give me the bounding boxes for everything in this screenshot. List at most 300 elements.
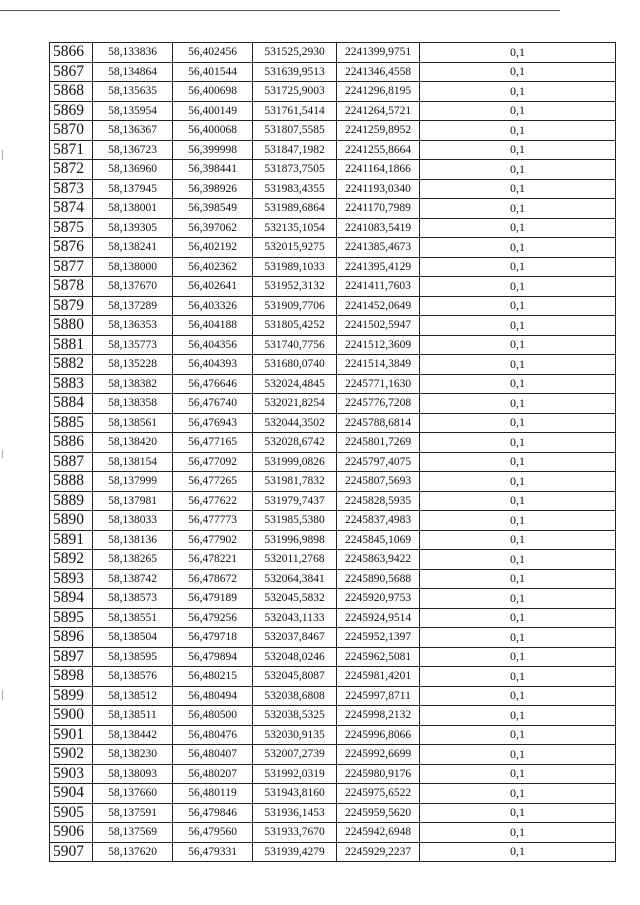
accuracy-cell: 0,1 bbox=[420, 530, 616, 550]
longitude-cell: 56,478672 bbox=[173, 569, 253, 589]
longitude-cell: 56,404356 bbox=[173, 335, 253, 355]
table-row bbox=[50, 374, 616, 394]
accuracy-cell: 0,1 bbox=[420, 589, 616, 609]
latitude-cell: 58,137289 bbox=[93, 296, 173, 316]
table-row bbox=[50, 433, 616, 453]
coord-x-cell: 531933,7670 bbox=[253, 823, 337, 843]
coord-y-cell: 2241264,5721 bbox=[337, 101, 420, 121]
latitude-cell: 58,138576 bbox=[93, 667, 173, 687]
point-number-cell: 5874 bbox=[50, 199, 93, 219]
point-number-cell: 5889 bbox=[50, 491, 93, 511]
coord-y-cell: 2245952,1397 bbox=[337, 628, 420, 648]
coord-x-cell: 531909,7706 bbox=[253, 296, 337, 316]
accuracy-cell: 0,1 bbox=[420, 491, 616, 511]
latitude-cell: 58,138504 bbox=[93, 628, 173, 648]
table-row bbox=[50, 842, 616, 862]
coord-x-cell: 531873,7505 bbox=[253, 160, 337, 180]
longitude-cell: 56,477773 bbox=[173, 511, 253, 531]
accuracy-cell: 0,1 bbox=[420, 511, 616, 531]
point-number-cell: 5886 bbox=[50, 433, 93, 453]
table-row bbox=[50, 43, 616, 63]
accuracy-cell: 0,1 bbox=[420, 452, 616, 472]
latitude-cell: 58,137591 bbox=[93, 803, 173, 823]
longitude-cell: 56,404188 bbox=[173, 316, 253, 336]
latitude-cell: 58,137999 bbox=[93, 472, 173, 492]
coord-x-cell: 531952,3132 bbox=[253, 277, 337, 297]
table-row bbox=[50, 452, 616, 472]
accuracy-cell: 0,1 bbox=[420, 277, 616, 297]
coord-x-cell: 532048,0246 bbox=[253, 647, 337, 667]
coord-y-cell: 2245924,9514 bbox=[337, 608, 420, 628]
coord-x-cell: 532024,4845 bbox=[253, 374, 337, 394]
latitude-cell: 58,134864 bbox=[93, 62, 173, 82]
accuracy-cell: 0,1 bbox=[420, 706, 616, 726]
coord-x-cell: 532007,2739 bbox=[253, 745, 337, 765]
longitude-cell: 56,400068 bbox=[173, 121, 253, 141]
longitude-cell: 56,400149 bbox=[173, 101, 253, 121]
coord-x-cell: 532043,1133 bbox=[253, 608, 337, 628]
point-number-cell: 5868 bbox=[50, 82, 93, 102]
table-row bbox=[50, 199, 616, 219]
point-number-cell: 5882 bbox=[50, 355, 93, 375]
coord-x-cell: 531805,4252 bbox=[253, 316, 337, 336]
point-number-cell: 5885 bbox=[50, 413, 93, 433]
point-number-cell: 5896 bbox=[50, 628, 93, 648]
accuracy-cell: 0,1 bbox=[420, 62, 616, 82]
coord-y-cell: 2241399,9751 bbox=[337, 43, 420, 63]
latitude-cell: 58,136723 bbox=[93, 140, 173, 160]
accuracy-cell: 0,1 bbox=[420, 43, 616, 63]
latitude-cell: 58,138551 bbox=[93, 608, 173, 628]
accuracy-cell: 0,1 bbox=[420, 82, 616, 102]
latitude-cell: 58,138442 bbox=[93, 725, 173, 745]
longitude-cell: 56,476646 bbox=[173, 374, 253, 394]
coord-x-cell: 531981,7832 bbox=[253, 472, 337, 492]
accuracy-cell: 0,1 bbox=[420, 257, 616, 277]
coord-y-cell: 2245962,5081 bbox=[337, 647, 420, 667]
coord-x-cell: 531639,9513 bbox=[253, 62, 337, 82]
accuracy-cell: 0,1 bbox=[420, 725, 616, 745]
longitude-cell: 56,476740 bbox=[173, 394, 253, 414]
table-row bbox=[50, 218, 616, 238]
coord-y-cell: 2245801,7269 bbox=[337, 433, 420, 453]
latitude-cell: 58,138033 bbox=[93, 511, 173, 531]
longitude-cell: 56,479846 bbox=[173, 803, 253, 823]
accuracy-cell: 0,1 bbox=[420, 472, 616, 492]
table-row bbox=[50, 784, 616, 804]
coord-x-cell: 531943,8160 bbox=[253, 784, 337, 804]
longitude-cell: 56,404393 bbox=[173, 355, 253, 375]
coord-y-cell: 2245845,1069 bbox=[337, 530, 420, 550]
point-number-cell: 5901 bbox=[50, 725, 93, 745]
longitude-cell: 56,479256 bbox=[173, 608, 253, 628]
latitude-cell: 58,138136 bbox=[93, 530, 173, 550]
point-number-cell: 5897 bbox=[50, 647, 93, 667]
accuracy-cell: 0,1 bbox=[420, 101, 616, 121]
coord-x-cell: 531999,0826 bbox=[253, 452, 337, 472]
coord-x-cell: 531847,1982 bbox=[253, 140, 337, 160]
coord-x-cell: 532038,5325 bbox=[253, 706, 337, 726]
point-number-cell: 5876 bbox=[50, 238, 93, 258]
coord-y-cell: 2245863,9422 bbox=[337, 550, 420, 570]
longitude-cell: 56,480476 bbox=[173, 725, 253, 745]
point-number-cell: 5875 bbox=[50, 218, 93, 238]
point-number-cell: 5870 bbox=[50, 121, 93, 141]
coord-x-cell: 531725,9003 bbox=[253, 82, 337, 102]
point-number-cell: 5871 bbox=[50, 140, 93, 160]
latitude-cell: 58,133836 bbox=[93, 43, 173, 63]
accuracy-cell: 0,1 bbox=[420, 784, 616, 804]
coord-x-cell: 532045,5832 bbox=[253, 589, 337, 609]
table-row bbox=[50, 296, 616, 316]
coord-y-cell: 2241346,4558 bbox=[337, 62, 420, 82]
point-number-cell: 5867 bbox=[50, 62, 93, 82]
table-row bbox=[50, 316, 616, 336]
point-number-cell: 5906 bbox=[50, 823, 93, 843]
coord-x-cell: 532021,8254 bbox=[253, 394, 337, 414]
accuracy-cell: 0,1 bbox=[420, 160, 616, 180]
table-row bbox=[50, 706, 616, 726]
table-row bbox=[50, 628, 616, 648]
coord-x-cell: 532044,3502 bbox=[253, 413, 337, 433]
point-number-cell: 5866 bbox=[50, 43, 93, 63]
table-row bbox=[50, 745, 616, 765]
latitude-cell: 58,139305 bbox=[93, 218, 173, 238]
longitude-cell: 56,402641 bbox=[173, 277, 253, 297]
accuracy-cell: 0,1 bbox=[420, 550, 616, 570]
point-number-cell: 5895 bbox=[50, 608, 93, 628]
accuracy-cell: 0,1 bbox=[420, 667, 616, 687]
table-row bbox=[50, 238, 616, 258]
table-row bbox=[50, 725, 616, 745]
latitude-cell: 58,138511 bbox=[93, 706, 173, 726]
accuracy-cell: 0,1 bbox=[420, 569, 616, 589]
point-number-cell: 5869 bbox=[50, 101, 93, 121]
latitude-cell: 58,135773 bbox=[93, 335, 173, 355]
point-number-cell: 5879 bbox=[50, 296, 93, 316]
table-row bbox=[50, 394, 616, 414]
coord-x-cell: 531936,1453 bbox=[253, 803, 337, 823]
point-number-cell: 5881 bbox=[50, 335, 93, 355]
accuracy-cell: 0,1 bbox=[420, 296, 616, 316]
coord-y-cell: 2241514,3849 bbox=[337, 355, 420, 375]
coord-y-cell: 2241296,8195 bbox=[337, 82, 420, 102]
longitude-cell: 56,478221 bbox=[173, 550, 253, 570]
coordinates-table bbox=[49, 42, 616, 862]
table-row bbox=[50, 179, 616, 199]
latitude-cell: 58,138241 bbox=[93, 238, 173, 258]
longitude-cell: 56,480215 bbox=[173, 667, 253, 687]
coord-y-cell: 2245788,6814 bbox=[337, 413, 420, 433]
coord-y-cell: 2245996,8066 bbox=[337, 725, 420, 745]
longitude-cell: 56,479189 bbox=[173, 589, 253, 609]
accuracy-cell: 0,1 bbox=[420, 823, 616, 843]
coord-x-cell: 531740,7756 bbox=[253, 335, 337, 355]
accuracy-cell: 0,1 bbox=[420, 121, 616, 141]
latitude-cell: 58,137620 bbox=[93, 842, 173, 862]
table-row bbox=[50, 823, 616, 843]
latitude-cell: 58,136353 bbox=[93, 316, 173, 336]
coord-x-cell: 532037,8467 bbox=[253, 628, 337, 648]
longitude-cell: 56,402456 bbox=[173, 43, 253, 63]
table-row bbox=[50, 550, 616, 570]
accuracy-cell: 0,1 bbox=[420, 628, 616, 648]
table-row bbox=[50, 764, 616, 784]
coord-x-cell: 531983,4355 bbox=[253, 179, 337, 199]
point-number-cell: 5890 bbox=[50, 511, 93, 531]
coord-y-cell: 2241411,7603 bbox=[337, 277, 420, 297]
coord-y-cell: 2241259,8952 bbox=[337, 121, 420, 141]
latitude-cell: 58,138265 bbox=[93, 550, 173, 570]
table-row bbox=[50, 121, 616, 141]
longitude-cell: 56,479894 bbox=[173, 647, 253, 667]
accuracy-cell: 0,1 bbox=[420, 316, 616, 336]
table-row bbox=[50, 608, 616, 628]
longitude-cell: 56,398549 bbox=[173, 199, 253, 219]
coord-x-cell: 531979,7437 bbox=[253, 491, 337, 511]
accuracy-cell: 0,1 bbox=[420, 803, 616, 823]
latitude-cell: 58,138382 bbox=[93, 374, 173, 394]
longitude-cell: 56,479331 bbox=[173, 842, 253, 862]
coord-y-cell: 2245807,5693 bbox=[337, 472, 420, 492]
accuracy-cell: 0,1 bbox=[420, 199, 616, 219]
coord-x-cell: 531985,5380 bbox=[253, 511, 337, 531]
coord-y-cell: 2245890,5688 bbox=[337, 569, 420, 589]
table-row bbox=[50, 160, 616, 180]
table-row bbox=[50, 803, 616, 823]
point-number-cell: 5891 bbox=[50, 530, 93, 550]
latitude-cell: 58,138358 bbox=[93, 394, 173, 414]
table-row bbox=[50, 511, 616, 531]
point-number-cell: 5899 bbox=[50, 686, 93, 706]
table-row bbox=[50, 491, 616, 511]
longitude-cell: 56,480494 bbox=[173, 686, 253, 706]
latitude-cell: 58,137670 bbox=[93, 277, 173, 297]
point-number-cell: 5902 bbox=[50, 745, 93, 765]
latitude-cell: 58,135228 bbox=[93, 355, 173, 375]
point-number-cell: 5873 bbox=[50, 179, 93, 199]
table-row bbox=[50, 257, 616, 277]
table-row bbox=[50, 82, 616, 102]
coord-x-cell: 532015,9275 bbox=[253, 238, 337, 258]
point-number-cell: 5878 bbox=[50, 277, 93, 297]
accuracy-cell: 0,1 bbox=[420, 218, 616, 238]
accuracy-cell: 0,1 bbox=[420, 394, 616, 414]
latitude-cell: 58,138154 bbox=[93, 452, 173, 472]
coord-y-cell: 2241385,4673 bbox=[337, 238, 420, 258]
coord-y-cell: 2245771,1630 bbox=[337, 374, 420, 394]
latitude-cell: 58,138001 bbox=[93, 199, 173, 219]
coord-y-cell: 2245980,9176 bbox=[337, 764, 420, 784]
point-number-cell: 5872 bbox=[50, 160, 93, 180]
latitude-cell: 58,137945 bbox=[93, 179, 173, 199]
longitude-cell: 56,402362 bbox=[173, 257, 253, 277]
accuracy-cell: 0,1 bbox=[420, 140, 616, 160]
coord-x-cell: 531525,2930 bbox=[253, 43, 337, 63]
point-number-cell: 5893 bbox=[50, 569, 93, 589]
longitude-cell: 56,477265 bbox=[173, 472, 253, 492]
longitude-cell: 56,480119 bbox=[173, 784, 253, 804]
latitude-cell: 58,136960 bbox=[93, 160, 173, 180]
latitude-cell: 58,137569 bbox=[93, 823, 173, 843]
coord-x-cell: 532064,3841 bbox=[253, 569, 337, 589]
longitude-cell: 56,476943 bbox=[173, 413, 253, 433]
coord-y-cell: 2245981,4201 bbox=[337, 667, 420, 687]
longitude-cell: 56,403326 bbox=[173, 296, 253, 316]
latitude-cell: 58,137660 bbox=[93, 784, 173, 804]
longitude-cell: 56,398926 bbox=[173, 179, 253, 199]
coord-y-cell: 2241502,5947 bbox=[337, 316, 420, 336]
table-row bbox=[50, 62, 616, 82]
coord-y-cell: 2245837,4983 bbox=[337, 511, 420, 531]
coord-y-cell: 2245828,5935 bbox=[337, 491, 420, 511]
table-row bbox=[50, 686, 616, 706]
accuracy-cell: 0,1 bbox=[420, 764, 616, 784]
point-number-cell: 5877 bbox=[50, 257, 93, 277]
longitude-cell: 56,477902 bbox=[173, 530, 253, 550]
latitude-cell: 58,137981 bbox=[93, 491, 173, 511]
accuracy-cell: 0,1 bbox=[420, 686, 616, 706]
latitude-cell: 58,138512 bbox=[93, 686, 173, 706]
latitude-cell: 58,138230 bbox=[93, 745, 173, 765]
scan-margin-mark bbox=[2, 150, 3, 160]
longitude-cell: 56,400698 bbox=[173, 82, 253, 102]
latitude-cell: 58,138573 bbox=[93, 589, 173, 609]
coord-x-cell: 531761,5414 bbox=[253, 101, 337, 121]
coord-x-cell: 531939,4279 bbox=[253, 842, 337, 862]
table-row bbox=[50, 101, 616, 121]
coord-x-cell: 532011,2768 bbox=[253, 550, 337, 570]
point-number-cell: 5903 bbox=[50, 764, 93, 784]
coord-x-cell: 531992,0319 bbox=[253, 764, 337, 784]
coord-y-cell: 2245959,5620 bbox=[337, 803, 420, 823]
coord-y-cell: 2245998,2132 bbox=[337, 706, 420, 726]
coord-x-cell: 531989,1033 bbox=[253, 257, 337, 277]
coord-x-cell: 532038,6808 bbox=[253, 686, 337, 706]
coord-y-cell: 2245920,9753 bbox=[337, 589, 420, 609]
table-row bbox=[50, 413, 616, 433]
point-number-cell: 5892 bbox=[50, 550, 93, 570]
accuracy-cell: 0,1 bbox=[420, 374, 616, 394]
coord-x-cell: 532030,9135 bbox=[253, 725, 337, 745]
coord-x-cell: 532135,1054 bbox=[253, 218, 337, 238]
latitude-cell: 58,138093 bbox=[93, 764, 173, 784]
longitude-cell: 56,477622 bbox=[173, 491, 253, 511]
longitude-cell: 56,398441 bbox=[173, 160, 253, 180]
page-top-rule bbox=[0, 10, 560, 11]
latitude-cell: 58,138595 bbox=[93, 647, 173, 667]
coord-y-cell: 2241164,1866 bbox=[337, 160, 420, 180]
latitude-cell: 58,135635 bbox=[93, 82, 173, 102]
coord-y-cell: 2241512,3609 bbox=[337, 335, 420, 355]
point-number-cell: 5898 bbox=[50, 667, 93, 687]
longitude-cell: 56,477092 bbox=[173, 452, 253, 472]
accuracy-cell: 0,1 bbox=[420, 179, 616, 199]
longitude-cell: 56,399998 bbox=[173, 140, 253, 160]
latitude-cell: 58,138000 bbox=[93, 257, 173, 277]
latitude-cell: 58,138742 bbox=[93, 569, 173, 589]
latitude-cell: 58,138561 bbox=[93, 413, 173, 433]
coord-y-cell: 2245929,2237 bbox=[337, 842, 420, 862]
point-number-cell: 5883 bbox=[50, 374, 93, 394]
coord-x-cell: 532028,6742 bbox=[253, 433, 337, 453]
coord-x-cell: 532045,8087 bbox=[253, 667, 337, 687]
coord-x-cell: 531989,6864 bbox=[253, 199, 337, 219]
coord-y-cell: 2241452,0649 bbox=[337, 296, 420, 316]
latitude-cell: 58,136367 bbox=[93, 121, 173, 141]
accuracy-cell: 0,1 bbox=[420, 842, 616, 862]
coord-y-cell: 2245797,4075 bbox=[337, 452, 420, 472]
longitude-cell: 56,402192 bbox=[173, 238, 253, 258]
coord-y-cell: 2245776,7208 bbox=[337, 394, 420, 414]
coord-y-cell: 2245975,6522 bbox=[337, 784, 420, 804]
table-row bbox=[50, 530, 616, 550]
longitude-cell: 56,479560 bbox=[173, 823, 253, 843]
table-row bbox=[50, 647, 616, 667]
latitude-cell: 58,138420 bbox=[93, 433, 173, 453]
table-row bbox=[50, 569, 616, 589]
table-row bbox=[50, 472, 616, 492]
coord-y-cell: 2245997,8711 bbox=[337, 686, 420, 706]
table-row bbox=[50, 355, 616, 375]
coord-y-cell: 2241083,5419 bbox=[337, 218, 420, 238]
coord-y-cell: 2241255,8664 bbox=[337, 140, 420, 160]
accuracy-cell: 0,1 bbox=[420, 238, 616, 258]
coordinates-table-body bbox=[50, 43, 616, 862]
point-number-cell: 5905 bbox=[50, 803, 93, 823]
longitude-cell: 56,479718 bbox=[173, 628, 253, 648]
accuracy-cell: 0,1 bbox=[420, 433, 616, 453]
point-number-cell: 5884 bbox=[50, 394, 93, 414]
accuracy-cell: 0,1 bbox=[420, 335, 616, 355]
longitude-cell: 56,401544 bbox=[173, 62, 253, 82]
table-row bbox=[50, 277, 616, 297]
latitude-cell: 58,135954 bbox=[93, 101, 173, 121]
point-number-cell: 5900 bbox=[50, 706, 93, 726]
coord-y-cell: 2241193,0340 bbox=[337, 179, 420, 199]
coord-y-cell: 2241170,7989 bbox=[337, 199, 420, 219]
longitude-cell: 56,480500 bbox=[173, 706, 253, 726]
coord-y-cell: 2241395,4129 bbox=[337, 257, 420, 277]
point-number-cell: 5880 bbox=[50, 316, 93, 336]
longitude-cell: 56,480407 bbox=[173, 745, 253, 765]
point-number-cell: 5904 bbox=[50, 784, 93, 804]
scan-margin-mark bbox=[2, 690, 3, 700]
accuracy-cell: 0,1 bbox=[420, 647, 616, 667]
coord-x-cell: 531680,0740 bbox=[253, 355, 337, 375]
point-number-cell: 5907 bbox=[50, 842, 93, 862]
longitude-cell: 56,477165 bbox=[173, 433, 253, 453]
point-number-cell: 5887 bbox=[50, 452, 93, 472]
coord-y-cell: 2245992,6699 bbox=[337, 745, 420, 765]
scan-margin-mark bbox=[2, 450, 3, 458]
accuracy-cell: 0,1 bbox=[420, 355, 616, 375]
longitude-cell: 56,480207 bbox=[173, 764, 253, 784]
accuracy-cell: 0,1 bbox=[420, 413, 616, 433]
coord-x-cell: 531996,9898 bbox=[253, 530, 337, 550]
table-row bbox=[50, 335, 616, 355]
table-row bbox=[50, 589, 616, 609]
point-number-cell: 5894 bbox=[50, 589, 93, 609]
accuracy-cell: 0,1 bbox=[420, 608, 616, 628]
coord-y-cell: 2245942,6948 bbox=[337, 823, 420, 843]
table-row bbox=[50, 667, 616, 687]
longitude-cell: 56,397062 bbox=[173, 218, 253, 238]
table-row bbox=[50, 140, 616, 160]
point-number-cell: 5888 bbox=[50, 472, 93, 492]
accuracy-cell: 0,1 bbox=[420, 745, 616, 765]
coord-x-cell: 531807,5585 bbox=[253, 121, 337, 141]
